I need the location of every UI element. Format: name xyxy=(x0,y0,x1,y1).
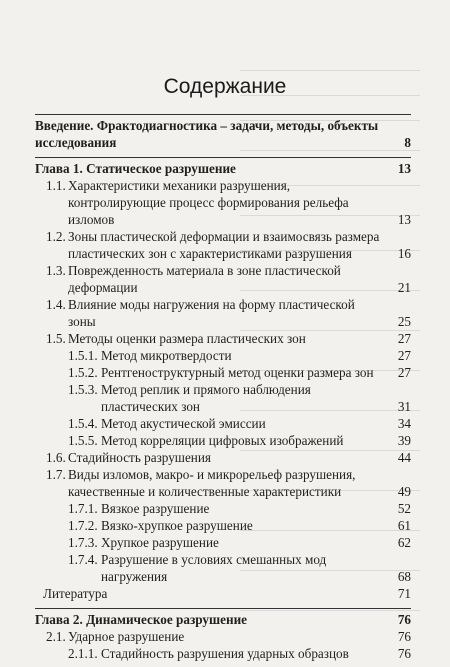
toc-entry[interactable] xyxy=(35,500,411,517)
toc-entry-text: Методы оценки размера пластических зон xyxy=(68,331,306,346)
toc-page-number: 31 xyxy=(397,399,411,414)
toc-page-number: 27 xyxy=(397,331,411,346)
toc-entry[interactable] xyxy=(35,432,411,449)
toc-entry[interactable] xyxy=(35,449,411,466)
chapter-1-items xyxy=(35,177,411,585)
toc-page-number: 62 xyxy=(397,535,411,550)
toc-entry-text: Хрупкое разрушение xyxy=(101,535,219,550)
toc-entry-text: Стадийность разрушения xyxy=(68,450,211,465)
toc-page-number: 39 xyxy=(397,433,411,448)
toc-entry-text: Стадийность разрушения ударных образцов xyxy=(101,646,349,661)
toc-entry-text: Поврежденность материала в зоне пластической деформации xyxy=(68,263,341,295)
toc-section-number: 1.5. xyxy=(46,331,66,346)
toc-page-number: 16 xyxy=(397,246,411,261)
toc-entry-text: Характеристики механики разрушения, контролирующие процесс формирования рельефа изломов xyxy=(68,178,349,227)
toc-entry-text: Вязкое разрушение xyxy=(101,501,210,516)
toc-page-number: 76 xyxy=(397,612,411,627)
toc-entry-text: Метод реплик и прямого наблюдения пластических зон xyxy=(101,382,311,414)
toc-entry-text: Глава 2. Динамическое разрушение xyxy=(35,612,248,627)
toc-page-number: 27 xyxy=(397,365,411,380)
toc-entry-text: Виды изломов, макро- и микрорельеф разрушения, качественные и количественные характеристики xyxy=(68,467,356,499)
toc-section-number: 1.5.2. xyxy=(68,365,98,380)
toc-page-number: 68 xyxy=(397,569,411,584)
toc-entry-text: Вязко-хрупкое разрушение xyxy=(101,518,253,533)
toc-entry-text: Метод акустической эмиссии xyxy=(101,416,266,431)
toc-page-number: 13 xyxy=(397,161,411,176)
toc-section-number: 1.6. xyxy=(46,450,66,465)
toc-entry-chapter-2[interactable] xyxy=(35,609,411,628)
toc-entry-intro[interactable] xyxy=(35,115,411,151)
toc-page-number: 76 xyxy=(397,646,411,661)
toc-section-number: 2.1.1. xyxy=(68,646,98,661)
toc-section-number: 1.7.4. xyxy=(68,552,98,567)
toc-entry[interactable] xyxy=(35,177,411,228)
toc-entry[interactable] xyxy=(35,228,411,262)
table-of-contents xyxy=(35,114,411,662)
toc-entry[interactable] xyxy=(35,645,411,662)
toc-entry-literature[interactable] xyxy=(35,585,411,602)
toc-page-number: 76 xyxy=(397,629,411,644)
toc-entry-text: Литература xyxy=(43,586,108,601)
toc-section-number: 1.1. xyxy=(46,178,66,193)
toc-entry-text: Метод микротвердости xyxy=(101,348,232,363)
toc-entry-text: Метод корреляции цифровых изображений xyxy=(101,433,344,448)
toc-entry-text: Влияние моды нагружения на форму пластической зоны xyxy=(68,297,355,329)
toc-section-number: 1.7.2. xyxy=(68,518,98,533)
toc-page-number: 25 xyxy=(397,314,411,329)
toc-page-number: 27 xyxy=(397,348,411,363)
toc-page-number: 49 xyxy=(397,484,411,499)
toc-entry[interactable] xyxy=(35,347,411,364)
toc-entry[interactable] xyxy=(35,296,411,330)
toc-entry-text: Глава 1. Статическое разрушение xyxy=(35,161,236,176)
toc-entry[interactable] xyxy=(35,381,411,415)
toc-entry-text: Введение. Фрактодиагностика – задачи, методы, объекты исследования xyxy=(35,118,379,150)
toc-section-number: 1.3. xyxy=(46,263,66,278)
toc-entry-text: Рентгеноструктурный метод оценки размера зон xyxy=(101,365,374,380)
toc-page-number: 52 xyxy=(397,501,411,516)
toc-entry[interactable] xyxy=(35,364,411,381)
toc-page-number: 61 xyxy=(397,518,411,533)
toc-entry-text: Разрушение в условиях смешанных мод нагружения xyxy=(101,552,327,584)
toc-section-number: 1.5.4. xyxy=(68,416,98,431)
toc-section-number: 1.7. xyxy=(46,467,66,482)
toc-entry[interactable] xyxy=(35,415,411,432)
toc-section-number: 1.7.3. xyxy=(68,535,98,550)
toc-page-number: 44 xyxy=(397,450,411,465)
toc-page-number: 71 xyxy=(397,586,411,601)
toc-section-number: 2.1. xyxy=(46,629,66,644)
toc-entry[interactable] xyxy=(35,466,411,500)
toc-section-number: 1.7.1. xyxy=(68,501,98,516)
toc-entry[interactable] xyxy=(35,551,411,585)
toc-section-number: 1.5.1. xyxy=(68,348,98,363)
toc-entry-text: Зоны пластической деформации и взаимосвязь размера пластических зон с характеристиками разрушения xyxy=(68,229,380,261)
toc-section-number: 1.5.3. xyxy=(68,382,98,397)
toc-entry[interactable] xyxy=(35,534,411,551)
toc-entry[interactable] xyxy=(35,517,411,534)
toc-page-number: 8 xyxy=(404,135,411,150)
toc-entry[interactable] xyxy=(35,262,411,296)
page-title: Содержание xyxy=(163,75,287,98)
toc-entry[interactable] xyxy=(35,628,411,645)
chapter-2-items xyxy=(35,628,411,662)
toc-section-number: 1.5.5. xyxy=(68,433,98,448)
toc-page-number: 21 xyxy=(397,280,411,295)
toc-page-number: 13 xyxy=(397,212,411,227)
toc-section-number: 1.4. xyxy=(46,297,66,312)
toc-page-number: 34 xyxy=(397,416,411,431)
toc-entry[interactable] xyxy=(35,330,411,347)
toc-section-number: 1.2. xyxy=(46,229,66,244)
toc-entry-chapter-1[interactable] xyxy=(35,158,411,177)
toc-entry-text: Ударное разрушение xyxy=(68,629,185,644)
